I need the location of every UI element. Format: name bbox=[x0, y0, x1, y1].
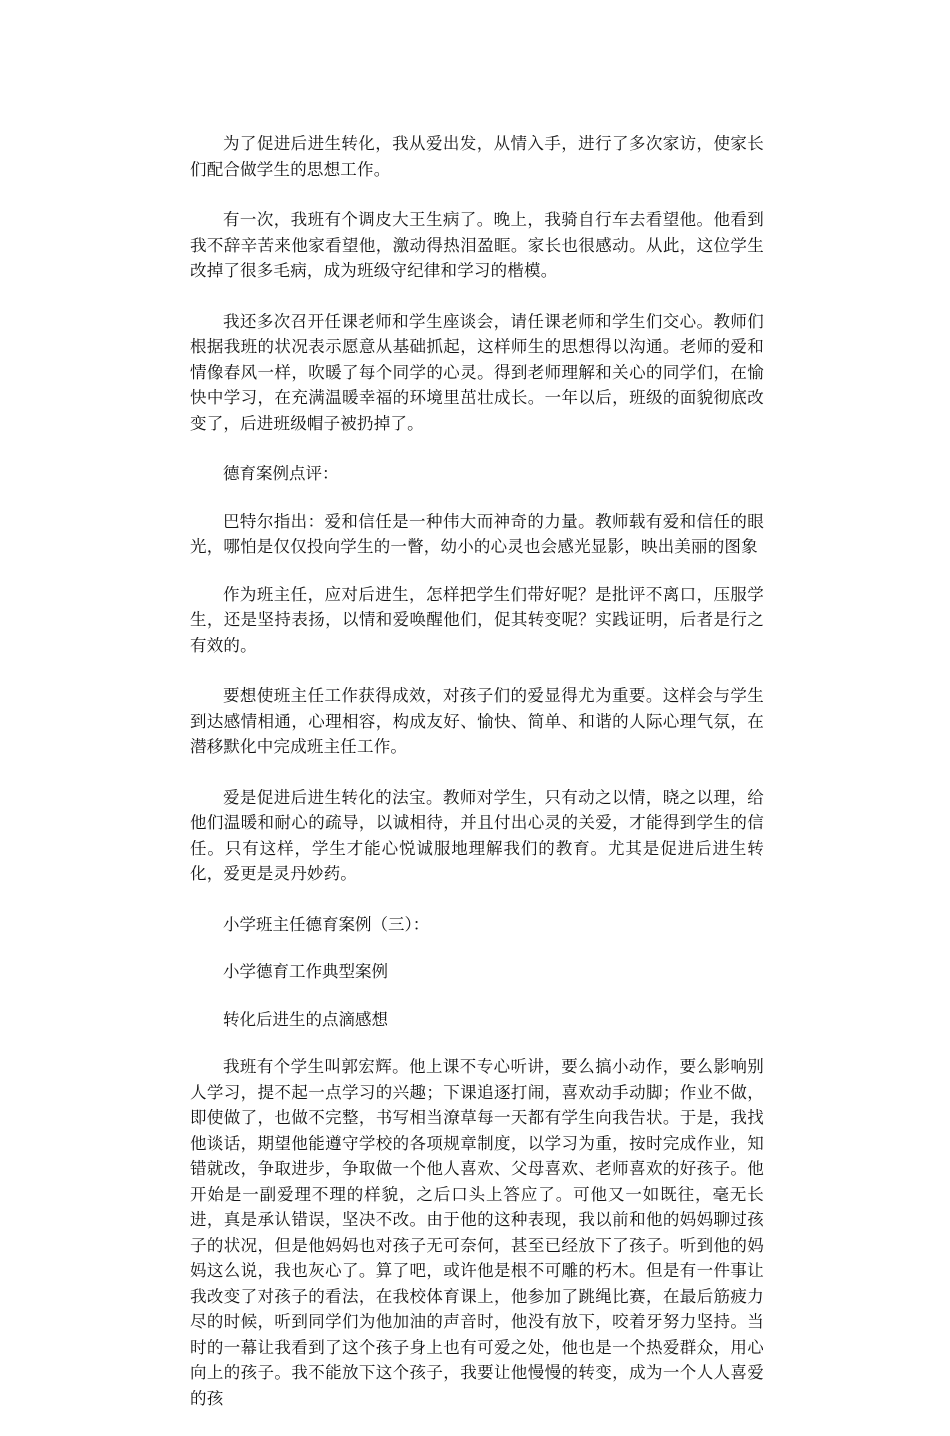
paragraph-head-teacher-question: 作为班主任，应对后进生，怎样把学生们带好呢？是批评不离口，压服学生，还是坚持表扬，以情和爱唤醒他们，促其转变呢？实践证明，后者是行之有效的。 bbox=[190, 584, 764, 655]
paragraph-sick-student: 有一次，我班有个调皮大王生病了。晚上，我骑自行车去看望他。他看到我不辞辛苦来他家看望他，激动得热泪盈眶。家长也很感动。从此，这位学生改掉了很多毛病，成为班级守纪律和学习的楷模。 bbox=[190, 210, 764, 280]
document-page bbox=[190, 131, 764, 1436]
paragraph-teacher-meetings: 我还多次召开任课老师和学生座谈会，请任课老师和学生们交心。教师们根据我班的状况表示愿意从基础抓起，这样师生的思想得以沟通。老师的爱和情像春风一样，吹暖了每个同学的心灵。得到老师理解和关心的同学们，在愉快中学习，在充满温暖幸福的环境里茁壮成长。一年以后，班级的面貌彻底改变了，后进班级帽子被扔掉了。 bbox=[190, 311, 764, 433]
heading-case-review: 德育案例点评： bbox=[223, 464, 339, 483]
paragraph-quote-batel: 巴特尔指出：爱和信任是一种伟大而神奇的力量。教师载有爱和信任的眼光，哪怕是仅仅投向学生的一瞥，幼小的心灵也会感光显影，映出美丽的图象 bbox=[190, 511, 764, 556]
paragraph-love-importance: 要想使班主任工作获得成效，对孩子们的爱显得尤为重要。这样会与学生到达感情相通，心理相容，构成友好、愉快、简单、和谐的人际心理气氛，在潜移默化中完成班主任工作。 bbox=[190, 686, 764, 756]
heading-typical-case: 小学德育工作典型案例 bbox=[223, 962, 388, 981]
heading-reflections: 转化后进生的点滴感想 bbox=[223, 1009, 388, 1029]
heading-case-three: 小学班主任德育案例（三）： bbox=[223, 914, 430, 934]
paragraph-student-story: 我班有个学生叫郭宏辉。他上课不专心听讲，要么搞小动作，要么影响别人学习，提不起一点学习的兴趣；下课追逐打闹，喜欢动手动脚；作业不做，即使做了，也做不完整，书写相当潦草每一天都有学生向我告状。于是，我找他谈话，期望他能遵守学校的各项规章制度，以学习为重，按时完成作业，知错就改，争取进步，争取做一个他人喜欢、父母喜欢、老师喜欢的好孩子。他开始是一副爱理不理的样貌，之后口头上答应了。可他又一如既往，毫无长进，真是承认错误，坚决不改。由于他的这种表现，我以前和他的妈妈聊过孩子的状况，但是他妈妈也对孩子无可奈何，甚至已经放下了孩子。听到他的妈妈这么说，我也灰心了。算了吧，或许他是根不可雕的朽木。但是有一件事让我改变了对孩子的看法，在我校体育课上，他参加了跳绳比赛，在最后筋疲力尽的时候，听到同学们为他加油的声音时，他没有放下，咬着牙努力坚持。当时的一幕让我看到了这个孩子身上也有可爱之处，他也是一个热爱群众，用心向上的孩子。我不能放下这个孩子，我要让他慢慢的转变，成为一个人人喜爱的孩 bbox=[190, 1057, 764, 1408]
paragraph-love-treasure: 爱是促进后进生转化的法宝。教师对学生，只有动之以情，晓之以理，给他们温暖和耐心的疏导，以诚相待，并且付出心灵的关爱，才能得到学生的信任。只有这样，学生才能心悦诚服地理解我们的教育。尤其是促进后进生转化，爱更是灵丹妙药。 bbox=[190, 787, 764, 883]
paragraph-home-visits: 为了促进后进生转化，我从爱出发，从情入手，进行了多次家访，使家长们配合做学生的思想工作。 bbox=[190, 134, 764, 179]
